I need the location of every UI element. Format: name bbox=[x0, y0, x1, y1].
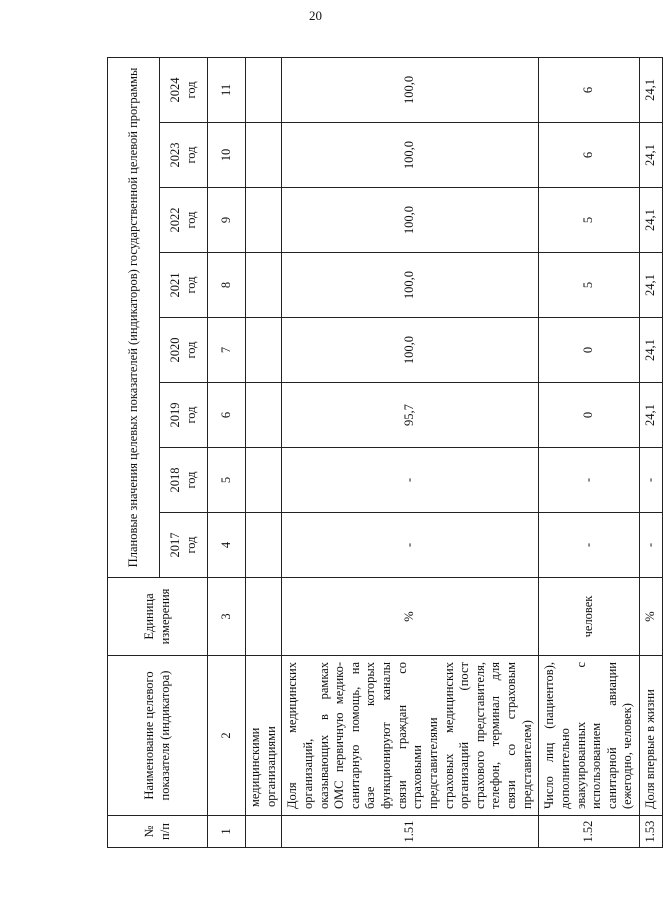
row-unit: % bbox=[282, 578, 539, 656]
row-value: - bbox=[640, 513, 663, 578]
section-label: медицинскими организациями bbox=[246, 656, 282, 816]
row-value: 100,0 bbox=[282, 188, 539, 253]
header-group-title: Плановые значения целевых показателей (индикаторов) государственной целевой программы bbox=[108, 57, 160, 577]
row-value: 0 bbox=[539, 318, 640, 383]
row-value: 5 bbox=[539, 188, 640, 253]
row-unit: % bbox=[640, 578, 663, 656]
empty-cell bbox=[246, 448, 282, 513]
row-value: 100,0 bbox=[282, 253, 539, 318]
table-row bbox=[282, 57, 539, 847]
table-row bbox=[539, 57, 640, 847]
row-value: 0 bbox=[539, 383, 640, 448]
column-number: 10 bbox=[208, 123, 246, 188]
row-value: 24,1 bbox=[640, 383, 663, 448]
row-unit: человек bbox=[539, 578, 640, 656]
row-value: 24,1 bbox=[640, 57, 663, 122]
column-number: 5 bbox=[208, 448, 246, 513]
header-unit: Единица измерения bbox=[108, 578, 208, 656]
row-value: 100,0 bbox=[282, 57, 539, 122]
row-value: 6 bbox=[539, 57, 640, 122]
row-value: 24,1 bbox=[640, 253, 663, 318]
row-value: 95,7 bbox=[282, 383, 539, 448]
empty-cell bbox=[246, 513, 282, 578]
empty-cell bbox=[246, 188, 282, 253]
row-num: 1.51 bbox=[282, 816, 539, 848]
column-number: 4 bbox=[208, 513, 246, 578]
header-name: Наименование целевого показателя (индикатора) bbox=[108, 656, 208, 816]
row-value: 100,0 bbox=[282, 318, 539, 383]
column-number: 1 bbox=[208, 816, 246, 848]
column-number: 2 bbox=[208, 656, 246, 816]
column-number: 8 bbox=[208, 253, 246, 318]
empty-cell bbox=[246, 318, 282, 383]
header-year: 2019 год bbox=[160, 383, 208, 448]
empty-cell bbox=[246, 383, 282, 448]
row-name: Число лиц (пациентов), дополнительно эвакуированных с использованием санитарной авиации (ежегодно, человек) bbox=[539, 656, 640, 816]
header-year: 2017 год bbox=[160, 513, 208, 578]
header-year: 2022 год bbox=[160, 188, 208, 253]
row-value: - bbox=[539, 513, 640, 578]
row-name: Доля впервые в жизни bbox=[640, 656, 663, 816]
row-num: 1.52 bbox=[539, 816, 640, 848]
header-year: 2021 год bbox=[160, 253, 208, 318]
table-row bbox=[640, 57, 663, 847]
column-number-row bbox=[208, 57, 246, 847]
row-value: 24,1 bbox=[640, 123, 663, 188]
page-number: 20 bbox=[309, 8, 322, 23]
indicators-table bbox=[107, 57, 663, 848]
column-number: 7 bbox=[208, 318, 246, 383]
empty-cell bbox=[246, 253, 282, 318]
row-value: 100,0 bbox=[282, 123, 539, 188]
row-value: 5 bbox=[539, 253, 640, 318]
empty-cell bbox=[246, 57, 282, 122]
empty-cell bbox=[246, 123, 282, 188]
header-year: 2024 год bbox=[160, 57, 208, 122]
row-value: 6 bbox=[539, 123, 640, 188]
column-number: 9 bbox=[208, 188, 246, 253]
row-value: 24,1 bbox=[640, 318, 663, 383]
column-number: 6 bbox=[208, 383, 246, 448]
empty-cell bbox=[246, 578, 282, 656]
section-num-cell bbox=[246, 816, 282, 848]
section-row bbox=[246, 57, 282, 847]
row-num: 1.53 bbox=[640, 816, 663, 848]
header-year: 2023 год bbox=[160, 123, 208, 188]
row-value: 24,1 bbox=[640, 188, 663, 253]
header-year: 2018 год bbox=[160, 448, 208, 513]
row-value: - bbox=[640, 448, 663, 513]
row-name: Доля медицинских организаций, оказывающих в рамках ОМС первичную медико-санитарную помощь, на базе которых функционируют каналы связи граждан со страховыми представителями страховых медицинских организаций (пост страхового представителя, телефон, терминал для связи со страховым представителем) bbox=[282, 656, 539, 816]
row-value: - bbox=[282, 448, 539, 513]
column-number: 11 bbox=[208, 57, 246, 122]
header-year: 2020 год bbox=[160, 318, 208, 383]
header-num: № п/п bbox=[108, 816, 208, 848]
row-value: - bbox=[282, 513, 539, 578]
rotated-table-container bbox=[107, 58, 657, 848]
column-number: 3 bbox=[208, 578, 246, 656]
row-value: - bbox=[539, 448, 640, 513]
